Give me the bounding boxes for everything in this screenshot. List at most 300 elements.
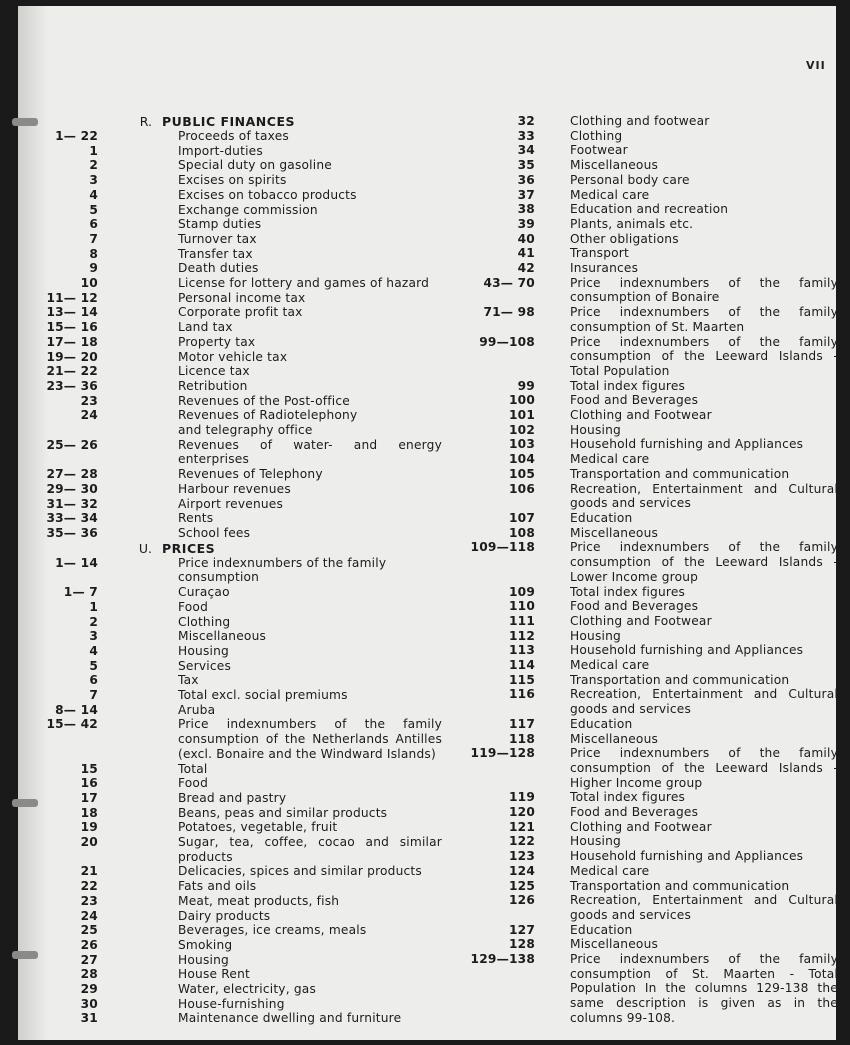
- index-entry: [32, 497, 442, 512]
- entry-label: Total index figures: [570, 790, 686, 805]
- index-entry: [32, 526, 442, 541]
- column-number: 23: [80, 393, 98, 408]
- entry-label: Beans, peas and similar products: [178, 805, 388, 820]
- entry-label: Miscellaneous: [570, 937, 659, 952]
- column-number: 36: [517, 172, 535, 187]
- entry-label: Housing: [570, 628, 621, 643]
- column-number: 129—138: [470, 952, 535, 967]
- entry-label: Bread and pastry: [178, 790, 287, 805]
- column-number: 1— 14: [55, 555, 98, 570]
- index-entry: [32, 762, 442, 777]
- index-entry: [463, 246, 838, 261]
- entry-label: Footwear: [570, 143, 628, 158]
- index-entry: [32, 717, 442, 761]
- index-entry: [463, 937, 838, 952]
- entry-label: Sugar, tea, coffee, cocao and similar products: [178, 835, 442, 864]
- column-number: 119: [508, 790, 535, 805]
- index-entry: [32, 835, 442, 864]
- entry-label: Price indexnumbers of the family: [178, 555, 387, 570]
- column-number: 7: [89, 688, 98, 703]
- entry-label: Recreation, Entertainment and Cultural goods and services: [570, 687, 838, 717]
- column-number: 112: [508, 628, 535, 643]
- entry-label: Harbour revenues: [178, 481, 291, 496]
- entry-label: Medical care: [570, 863, 650, 878]
- entry-label: Curaçao: [178, 585, 230, 600]
- index-entry: [463, 893, 838, 922]
- entry-label: Excises on spirits: [178, 173, 287, 188]
- column-number: 71— 98: [483, 305, 535, 320]
- index-entry: [32, 291, 442, 306]
- column-number: 114: [508, 658, 535, 673]
- index-entry: [463, 143, 838, 158]
- entry-label: Property tax: [178, 334, 256, 349]
- column-number: 26: [80, 937, 98, 952]
- entry-label: Food: [178, 599, 209, 614]
- column-number: 126: [508, 893, 535, 908]
- entry-label: Total excl. social premiums: [178, 688, 348, 703]
- entry-label: Airport revenues: [178, 496, 284, 511]
- column-number: 31: [80, 1011, 98, 1026]
- entry-label: House-furnishing: [178, 996, 285, 1011]
- column-number: 11— 12: [46, 290, 98, 305]
- entry-label: Corporate profit tax: [178, 305, 303, 320]
- entry-label: Revenues of Radiotelephony: [178, 408, 358, 423]
- entry-label: Personal income tax: [178, 290, 306, 305]
- column-number: 40: [517, 231, 535, 246]
- index-entry: [32, 408, 442, 423]
- entry-label: House Rent: [178, 967, 250, 982]
- entry-label: Licence tax: [178, 364, 250, 379]
- index-entry: [32, 350, 442, 365]
- column-number: 15— 16: [46, 320, 98, 335]
- entry-label: Household furnishing and Appliances: [570, 849, 804, 864]
- index-entry: [32, 556, 442, 571]
- index-entry: [32, 791, 442, 806]
- column-number: 35: [517, 158, 535, 173]
- index-entry: [463, 511, 838, 526]
- entry-label: Clothing and Footwear: [570, 613, 712, 628]
- index-entry: [32, 511, 442, 526]
- entry-label: Transportation and communication: [570, 878, 790, 893]
- column-number: 21: [80, 864, 98, 879]
- index-entry: [32, 217, 442, 232]
- column-number: 119—128: [470, 746, 535, 761]
- index-entry: [32, 276, 442, 291]
- column-number: 1— 22: [55, 129, 98, 143]
- column-number: 16: [80, 776, 98, 791]
- column-number: 120: [508, 805, 535, 820]
- column-number: 7: [89, 231, 98, 246]
- index-entry: [463, 261, 838, 276]
- entry-label: Beverages, ice creams, meals: [178, 923, 367, 938]
- index-entry: [463, 393, 838, 408]
- entry-label: Education: [570, 716, 633, 731]
- entry-label: Turnover tax: [178, 231, 257, 246]
- entry-label: Education and recreation: [570, 202, 729, 217]
- index-entry: [463, 217, 838, 232]
- entry-label: Potatoes, vegetable, fruit: [178, 820, 338, 835]
- column-number: 1: [89, 599, 98, 614]
- index-entry: [463, 834, 838, 849]
- section-title: PRICES: [162, 540, 216, 556]
- column-number: 10: [80, 276, 98, 291]
- index-entry: [463, 173, 838, 188]
- entry-label: Clothing and Footwear: [570, 819, 712, 834]
- index-entry: [463, 952, 838, 1026]
- entry-label: Meat, meat products, fish: [178, 893, 340, 908]
- entry-label: Household furnishing and Appliances: [570, 643, 804, 658]
- index-entry: [32, 703, 442, 718]
- entry-label: Price indexnumbers of the family consumption of Bonaire: [570, 275, 838, 305]
- index-entry: [463, 408, 838, 423]
- right-column: [463, 114, 838, 1026]
- column-number: 37: [517, 187, 535, 202]
- entry-label: Transportation and communication: [570, 466, 790, 481]
- index-entry: [463, 585, 838, 600]
- index-entry: [32, 585, 442, 600]
- index-entry: [463, 732, 838, 747]
- entry-label: Food and Beverages: [570, 805, 699, 820]
- index-entry: [32, 188, 442, 203]
- entry-label: Revenues of the Post-office: [178, 393, 350, 408]
- entry-label: Rents: [178, 511, 214, 526]
- index-entry: [32, 379, 442, 394]
- section-letter: R.: [139, 114, 152, 129]
- entry-label: Medical care: [570, 452, 650, 467]
- entry-label: Proceeds of taxes: [178, 129, 289, 143]
- column-number: 34: [517, 143, 535, 158]
- entry-label: Dairy products: [178, 908, 271, 923]
- entry-label: Price indexnumbers of the family consumption of the Leeward Islands - Higher Income group: [570, 746, 838, 790]
- index-entry: [32, 982, 442, 997]
- index-entry: [463, 129, 838, 144]
- column-number: 29: [80, 982, 98, 997]
- column-number: 27: [80, 952, 98, 967]
- index-entry: [32, 953, 442, 968]
- index-entry: [32, 806, 442, 821]
- column-number: 110: [508, 599, 535, 614]
- index-entry: [32, 615, 442, 630]
- left-column: [32, 114, 442, 1026]
- entry-label: Total: [178, 761, 208, 776]
- index-entry: [32, 482, 442, 497]
- column-number: 31— 32: [46, 496, 98, 511]
- column-number: 23: [80, 893, 98, 908]
- column-number: 109—118: [470, 540, 535, 555]
- index-entry: [32, 394, 442, 409]
- index-entry: [32, 879, 442, 894]
- column-number: 38: [517, 202, 535, 217]
- column-number: 23— 36: [46, 378, 98, 393]
- index-entry: [32, 438, 442, 467]
- index-entry: [32, 203, 442, 218]
- entry-label: Clothing: [178, 614, 231, 629]
- column-number: 104: [508, 452, 535, 467]
- column-number: 2: [89, 158, 98, 173]
- entry-label: Total index figures: [570, 584, 686, 599]
- column-number: 100: [508, 393, 535, 408]
- column-number: 1: [89, 143, 98, 158]
- column-number: 15— 42: [46, 717, 98, 732]
- column-number: 3: [89, 173, 98, 188]
- column-number: 35— 36: [46, 525, 98, 540]
- entry-label: Education: [570, 922, 633, 937]
- column-number: 103: [508, 437, 535, 452]
- index-entry: [463, 305, 838, 334]
- entry-label: Household furnishing and Appliances: [570, 437, 804, 452]
- index-entry: [463, 879, 838, 894]
- index-entry: [463, 790, 838, 805]
- entry-label: Special duty on gasoline: [178, 158, 332, 173]
- entry-label: Tax: [178, 673, 199, 688]
- entry-label: Revenues of Telephony: [178, 467, 323, 482]
- entry-label: Medical care: [570, 658, 650, 673]
- index-entry: [463, 158, 838, 173]
- column-number: 107: [508, 510, 535, 525]
- column-number: 117: [508, 716, 535, 731]
- column-number: 121: [508, 819, 535, 834]
- entry-label: Stamp duties: [178, 217, 262, 232]
- index-entry: [32, 600, 442, 615]
- index-entry: [32, 659, 442, 674]
- entry-label: Clothing and footwear: [570, 114, 710, 128]
- entry-label: Recreation, Entertainment and Cultural goods and services: [570, 893, 838, 922]
- entry-label: Personal body care: [570, 172, 690, 187]
- entry-label: Land tax: [178, 320, 233, 335]
- index-entry: [32, 129, 442, 144]
- column-number: 118: [508, 731, 535, 746]
- index-entry: [32, 335, 442, 350]
- column-number: 6: [89, 217, 98, 232]
- index-entry: [463, 437, 838, 452]
- index-entry: [463, 423, 838, 438]
- entry-label: Price indexnumbers of the family consumption of St. Maarten: [570, 305, 838, 334]
- column-number: 25— 26: [46, 437, 98, 452]
- column-number: 27— 28: [46, 467, 98, 482]
- column-number: 8— 14: [55, 702, 98, 717]
- index-entry: [463, 864, 838, 879]
- entry-label: Housing: [178, 952, 229, 967]
- entry-label: Education: [570, 510, 633, 525]
- entry-label: Transportation and communication: [570, 672, 790, 687]
- column-number: 29— 30: [46, 481, 98, 496]
- entry-label: Medical care: [570, 187, 650, 202]
- index-entry: [32, 144, 442, 159]
- column-number: 109: [508, 584, 535, 599]
- entry-label: License for lottery and games of hazard: [178, 276, 430, 291]
- column-number: 24: [80, 908, 98, 923]
- index-entry: [463, 379, 838, 394]
- entry-label: Fats and oils: [178, 879, 257, 894]
- index-entry: [463, 746, 838, 790]
- index-entry: [32, 673, 442, 688]
- entry-label: Retribution: [178, 378, 248, 393]
- column-number: 17: [80, 790, 98, 805]
- column-number: 128: [508, 937, 535, 952]
- column-number: [32, 570, 98, 585]
- column-number: 24: [80, 408, 98, 423]
- entry-label: Revenues of water- and energy enterprises: [178, 437, 442, 467]
- column-number: 18: [80, 805, 98, 820]
- entry-label: Miscellaneous: [570, 158, 659, 173]
- column-number: 20: [80, 835, 98, 850]
- column-number: 19: [80, 820, 98, 835]
- index-entry: [32, 644, 442, 659]
- index-entry: [463, 599, 838, 614]
- entry-label: Food and Beverages: [570, 599, 699, 614]
- column-number: 125: [508, 878, 535, 893]
- column-number: 115: [508, 672, 535, 687]
- index-entry: [32, 776, 442, 791]
- index-entry: [463, 923, 838, 938]
- index-entry: [463, 114, 838, 129]
- index-entry: [463, 188, 838, 203]
- column-number: 6: [89, 673, 98, 688]
- column-number: 3: [89, 629, 98, 644]
- entry-label: Price indexnumbers of the family consumption of the Leeward Islands - Lower Income group: [570, 540, 838, 584]
- index-entry: [463, 276, 838, 305]
- entry-label: Food and Beverages: [570, 393, 699, 408]
- page-number: VII: [806, 59, 826, 72]
- document-page: [18, 6, 836, 1040]
- entry-label: Import-duties: [178, 143, 263, 158]
- entry-label: Recreation, Entertainment and Cultural goods and services: [570, 481, 838, 511]
- index-entry: [32, 261, 442, 276]
- column-number: [32, 423, 98, 438]
- column-number: 28: [80, 967, 98, 982]
- index-entry: [32, 364, 442, 379]
- column-number: 108: [508, 525, 535, 540]
- index-entry: [463, 717, 838, 732]
- index-entry: [463, 202, 838, 217]
- entry-label: Price indexnumbers of the family consumption of the Netherlands Antilles (excl. Bonaire and the Windward Islands): [178, 717, 442, 761]
- index-entry: [32, 923, 442, 938]
- column-number: 124: [508, 863, 535, 878]
- column-number: 43— 70: [483, 275, 535, 290]
- entry-label: Plants, animals etc.: [570, 216, 694, 231]
- entry-label: Miscellaneous: [570, 731, 659, 746]
- section-heading: [32, 114, 442, 129]
- column-number: 21— 22: [46, 364, 98, 379]
- index-entry: [463, 849, 838, 864]
- column-number: 99—108: [479, 334, 535, 349]
- index-entry: [32, 938, 442, 953]
- index-entry: [463, 482, 838, 511]
- column-number: 99: [517, 378, 535, 393]
- entry-label: Delicacies, spices and similar products: [178, 864, 422, 879]
- index-entry: [463, 673, 838, 688]
- entry-label: Insurances: [570, 261, 639, 276]
- column-number: 32: [517, 114, 535, 128]
- column-number: 41: [517, 246, 535, 261]
- entry-label: Motor vehicle tax: [178, 349, 288, 364]
- index-entry: [32, 423, 442, 438]
- index-entry: [32, 967, 442, 982]
- entry-label: Maintenance dwelling and furniture: [178, 1011, 402, 1026]
- index-entry: [32, 305, 442, 320]
- index-entry: [32, 467, 442, 482]
- entry-label: Housing: [178, 643, 229, 658]
- column-number: 4: [89, 643, 98, 658]
- column-number: 123: [508, 849, 535, 864]
- column-number: 19— 20: [46, 349, 98, 364]
- entry-label: Clothing: [570, 128, 623, 143]
- index-entry: [32, 173, 442, 188]
- column-number: 13— 14: [46, 305, 98, 320]
- index-entry: [32, 1011, 442, 1026]
- index-entry: [32, 158, 442, 173]
- index-entry: [463, 526, 838, 541]
- index-entry: [32, 864, 442, 879]
- column-number: 9: [89, 261, 98, 276]
- column-number: 15: [80, 761, 98, 776]
- entry-label: Housing: [570, 422, 621, 437]
- column-number: 106: [508, 481, 535, 496]
- column-number: 22: [80, 879, 98, 894]
- index-entry: [463, 540, 838, 584]
- index-entry: [32, 688, 442, 703]
- column-number: 111: [508, 613, 535, 628]
- column-number: 105: [508, 466, 535, 481]
- column-number: 33: [517, 128, 535, 143]
- entry-label: Food: [178, 776, 209, 791]
- entry-label: Smoking: [178, 937, 233, 952]
- index-entry: [32, 247, 442, 262]
- entry-label: Services: [178, 658, 231, 673]
- column-number: 122: [508, 834, 535, 849]
- entry-label: Other obligations: [570, 231, 679, 246]
- entry-label: Miscellaneous: [178, 629, 267, 644]
- index-entry: [32, 909, 442, 924]
- column-number: 102: [508, 422, 535, 437]
- index-entry: [32, 232, 442, 247]
- index-entry: [463, 467, 838, 482]
- entry-label: Water, electricity, gas: [178, 982, 317, 997]
- index-entry: [463, 335, 838, 379]
- index-entry: [32, 997, 442, 1012]
- entry-label: and telegraphy office: [178, 423, 313, 438]
- index-entry: [32, 820, 442, 835]
- column-number: 39: [517, 216, 535, 231]
- entry-label: Miscellaneous: [570, 525, 659, 540]
- section-letter: U.: [138, 540, 152, 556]
- entry-label: Aruba: [178, 702, 216, 717]
- section-title: PUBLIC FINANCES: [162, 114, 295, 129]
- section-heading: [32, 541, 442, 556]
- column-number: 5: [89, 202, 98, 217]
- column-number: 33— 34: [46, 511, 98, 526]
- index-entry: [32, 894, 442, 909]
- entry-label: Transport: [570, 246, 629, 261]
- index-entry: [32, 629, 442, 644]
- entry-label: Transfer tax: [178, 246, 253, 261]
- index-entry: [32, 570, 442, 585]
- column-number: 116: [508, 687, 535, 702]
- column-number: 2: [89, 614, 98, 629]
- column-number: 8: [89, 246, 98, 261]
- index-entry: [463, 687, 838, 716]
- column-number: 25: [80, 923, 98, 938]
- column-number: 42: [517, 261, 535, 276]
- index-entry: [463, 805, 838, 820]
- entry-label: consumption: [178, 570, 260, 585]
- index-entry: [32, 320, 442, 335]
- entry-label: Price indexnumbers of the family consumption of St. Maarten - Total Population In the columns 129-138 the same description is given as in the columns 99-108.: [570, 952, 838, 1025]
- entry-label: Total index figures: [570, 378, 686, 393]
- entry-label: Excises on tobacco products: [178, 187, 357, 202]
- column-number: 17— 18: [46, 334, 98, 349]
- entry-label: Price indexnumbers of the family consumption of the Leeward Islands - Total Population: [570, 334, 838, 378]
